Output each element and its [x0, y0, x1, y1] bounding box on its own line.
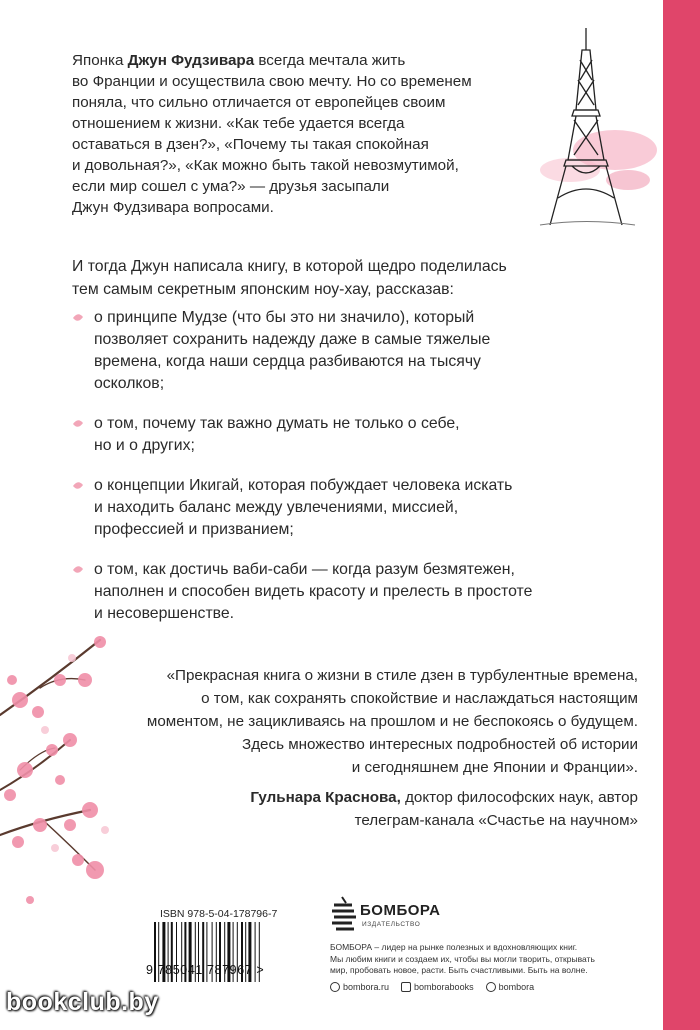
list-item: о том, почему так важно думать не только о себе, но и о других; [72, 413, 642, 457]
petal-bullet-icon [72, 565, 84, 575]
publisher-socials [330, 982, 534, 992]
isbn-label: ISBN 978-5-04-178796-7 [160, 908, 278, 920]
author-name: Гульнара Краснова, [250, 789, 401, 806]
list-item: о концепции Икигай, которая побуждает человека искать и находить баланс между увлечениями, миссией, профессией и призванием; [72, 475, 642, 541]
vk-icon [401, 982, 411, 992]
telegram-icon [486, 982, 496, 992]
intro-line: Японка Джун Фудзивара всегда мечтала жить [72, 52, 406, 69]
petal-bullet-icon [72, 481, 84, 491]
intro-paragraph [72, 50, 552, 218]
publisher-subtitle: ИЗДАТЕЛЬСТВО [362, 921, 421, 928]
spine-stripe [663, 0, 700, 1030]
intro-line: отношением к жизни. «Как тебе удается всегда [72, 115, 405, 132]
publisher-name: БОМБОРА [360, 902, 441, 919]
bullet-list [72, 307, 642, 643]
social-website[interactable]: bombora.ru [330, 982, 389, 992]
intro-line: оставаться в дзен?», «Почему ты такая спокойная [72, 136, 429, 153]
testimonial-author: Гульнара Краснова, доктор философских наук, автор телеграм-канала «Счастье на научном» [250, 789, 638, 829]
eiffel-tower-illustration [510, 20, 660, 240]
lead-line: И тогда Джун написала книгу, в которой щедро поделилась [72, 258, 507, 275]
publisher-description: БОМБОРА – лидер на рынке полезных и вдохновляющих книг. Мы любим книги и создаем их, чтобы вы могли творить, открывать мир, пробовать новое, расти. Быть счастливыми. Быть на волне. [330, 942, 595, 975]
intro-line: и довольная?», «Как можно быть такой невозмутимой, [72, 157, 459, 174]
petal-bullet-icon [72, 313, 84, 323]
lead-line: тем самым секретным японским ноу-хау, рассказав: [72, 281, 454, 298]
bombora-logo-icon [330, 895, 360, 937]
watermark: bookclub.by [6, 988, 159, 1016]
social-telegram[interactable]: bombora [486, 982, 535, 992]
intro-line: если мир сошел с ума?» — друзья засыпали [72, 178, 390, 195]
lead-paragraph [72, 255, 642, 301]
intro-line: во Франции и осуществила свою мечту. Но со временем [72, 73, 472, 90]
testimonial-quote: «Прекрасная книга о жизни в стиле дзен в турбулентные времена, о том, как сохранять спокойствие и наслаждаться настоящим моментом, не зацикливаясь на прошлом и не беспокоясь о будущем. Здесь множество интересных подробностей об истории и сегодняшнем дне Японии и Франции». [146, 667, 638, 776]
globe-icon [330, 982, 340, 992]
petal-bullet-icon [72, 419, 84, 429]
list-item: о принципе Мудзе (что бы это ни значило), который позволяет сохранить надежду даже в самые тяжелые времена, когда наши сердца разбиваются на тысячу осколков; [72, 307, 642, 395]
intro-line: Джун Фудзивара вопросами. [72, 199, 274, 216]
list-item: о том, как достичь ваби-саби — когда разум безмятежен, наполнен и способен видеть красоту и прелесть в простоте и несовершенстве. [72, 559, 642, 625]
intro-line: поняла, что сильно отличается от европейцев своим [72, 94, 446, 111]
social-vk[interactable]: bomborabooks [401, 982, 474, 992]
barcode-digits: 9 785041 787967 > [146, 963, 265, 977]
author-name-highlight: Джун Фудзивара [127, 52, 255, 69]
